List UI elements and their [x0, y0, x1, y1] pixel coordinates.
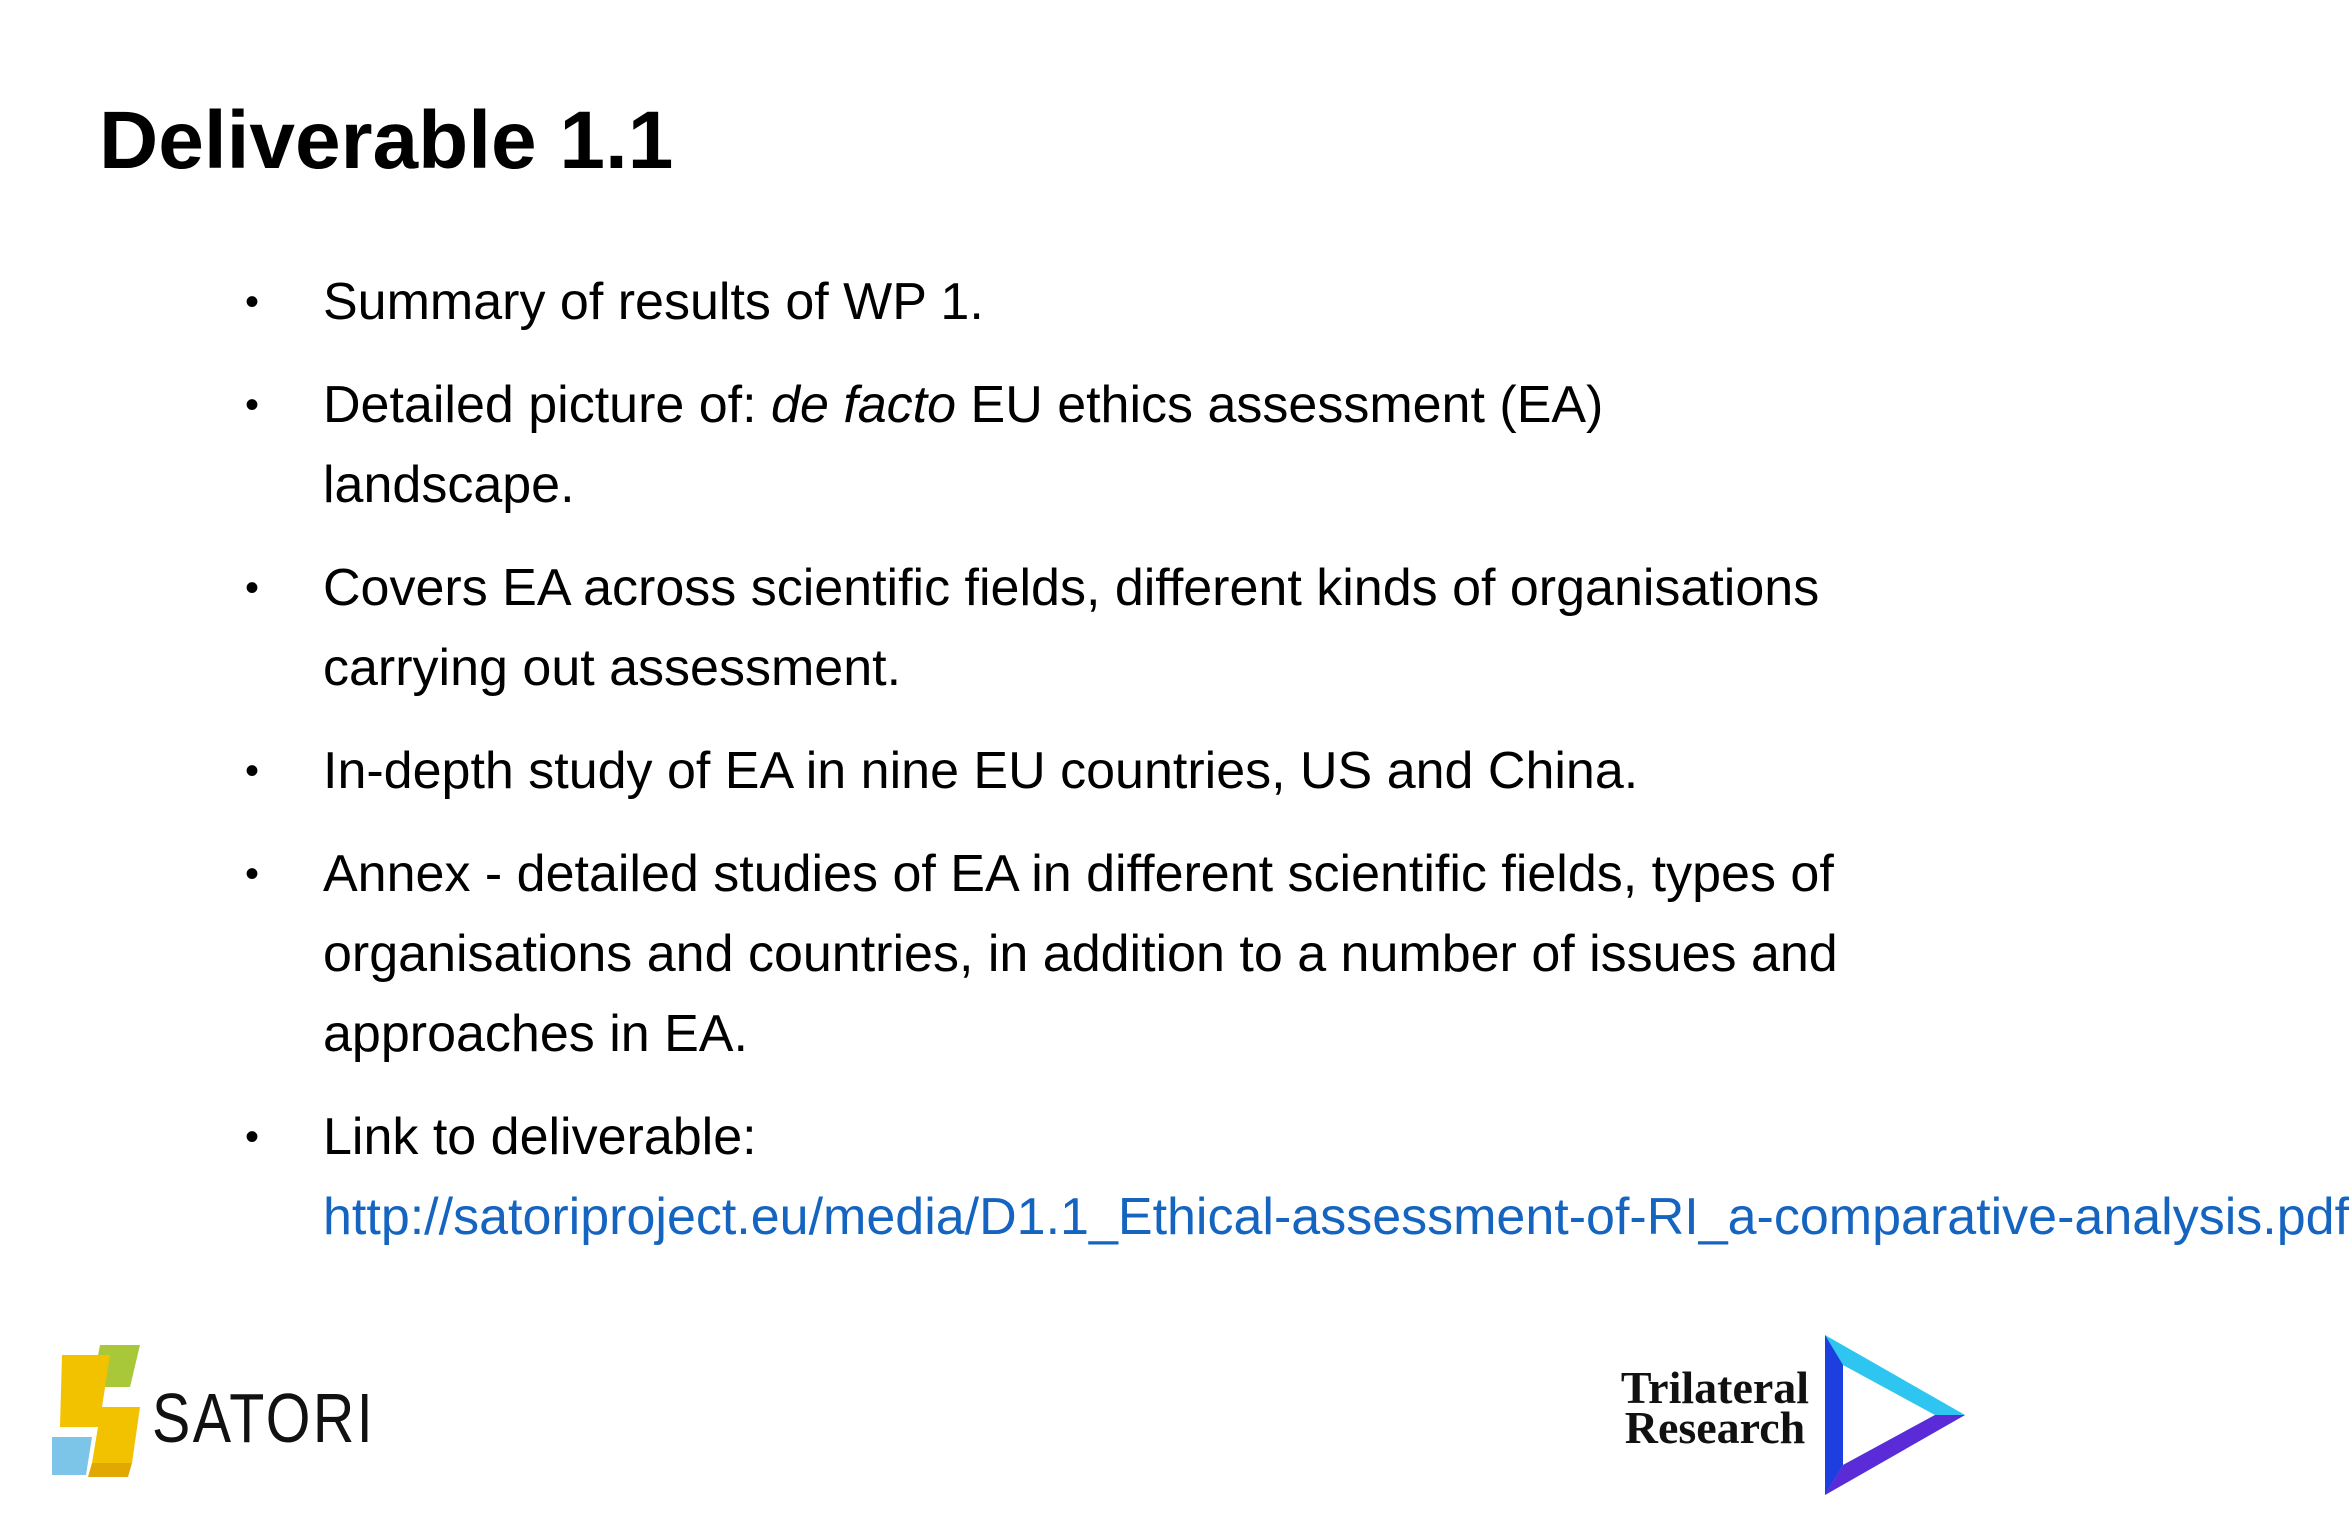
bullet-icon: • — [245, 383, 260, 427]
bullet-item — [245, 262, 1863, 342]
trilateral-line1: Trilateral — [1620, 1362, 1810, 1413]
bullet-text-prefix: Detailed picture of: — [323, 376, 772, 434]
bullet-icon: • — [245, 852, 260, 896]
bullet-text: Annex - detailed studies of EA in different scientific fields, types of organisations and countries, in addition to a number of issues and approaches in EA. — [323, 845, 1838, 1063]
bullet-text: In-depth study of EA in nine EU countries, US and China. — [323, 742, 1639, 800]
triangle-play-icon — [1815, 1335, 1965, 1495]
bullet-icon: • — [245, 280, 260, 324]
satori-logo-text: SATORI — [152, 1379, 376, 1457]
bullet-text-suffix: EU ethics assessment (EA) landscape. — [323, 376, 1604, 514]
bullet-item — [245, 731, 1863, 811]
bullet-list — [245, 262, 2349, 1280]
bullet-text-italic: de facto — [771, 376, 957, 434]
bullet-icon: • — [245, 749, 260, 793]
bullet-icon: • — [245, 1115, 260, 1159]
bullet-item — [245, 365, 1863, 525]
bullet-icon: • — [245, 566, 260, 610]
trilateral-logo-text — [1615, 1362, 1815, 1453]
bullet-item — [245, 1097, 2349, 1257]
deliverable-link[interactable]: http://satoriproject.eu/media/D1.1_Ethical-assessment-of-RI_a-comparative-analysis.pdf — [323, 1188, 2349, 1246]
bullet-text: Summary of results of WP 1. — [323, 273, 984, 331]
trilateral-line2: Research — [1624, 1402, 1806, 1453]
bullet-item — [245, 548, 1863, 708]
bullet-text: Covers EA across scientific fields, different kinds of organisations carrying out assessment. — [323, 559, 1820, 697]
slide-title: Deliverable 1.1 — [99, 95, 674, 186]
bullet-item — [245, 834, 1863, 1074]
bullet-text: Link to deliverable: — [323, 1108, 757, 1166]
